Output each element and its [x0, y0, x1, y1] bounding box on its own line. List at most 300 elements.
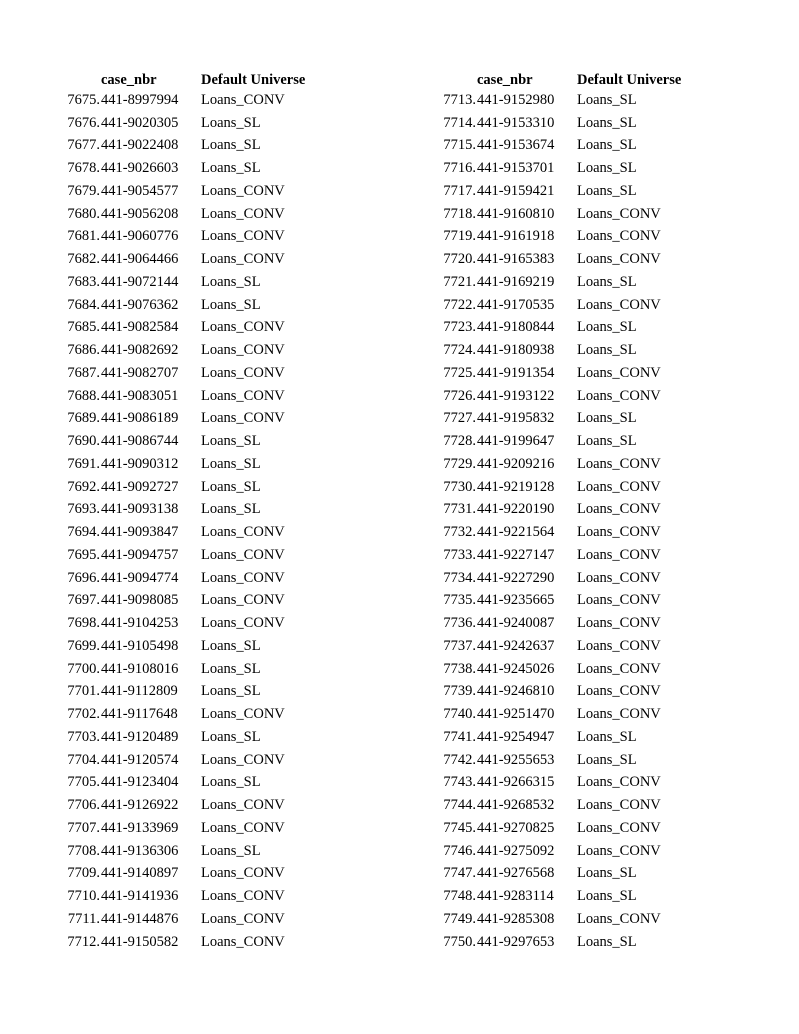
row-number: 7693. — [67, 501, 100, 518]
table-row — [428, 339, 717, 362]
case-nbr-cell: 441-9090312 — [101, 455, 179, 472]
table-row — [52, 317, 341, 340]
row-number: 7743. — [443, 774, 476, 791]
table-row — [428, 658, 717, 681]
universe-cell: Loans_SL — [577, 433, 637, 450]
case-nbr-cell: 441-9082692 — [101, 342, 179, 359]
row-number: 7729. — [443, 455, 476, 472]
case-nbr-cell: 441-9026603 — [101, 160, 179, 177]
header-row — [428, 69, 717, 89]
row-number: 7698. — [67, 615, 100, 632]
table-row — [428, 521, 717, 544]
table-row — [428, 931, 717, 954]
row-number: 7725. — [443, 364, 476, 381]
case-nbr-cell: 441-9160810 — [477, 205, 555, 222]
universe-cell: Loans_SL — [201, 137, 261, 154]
row-number: 7688. — [67, 387, 100, 404]
universe-cell: Loans_CONV — [201, 91, 285, 108]
row-number: 7701. — [67, 683, 100, 700]
table-row — [428, 362, 717, 385]
case-nbr-cell: 441-9227290 — [477, 569, 555, 586]
universe-cell: Loans_CONV — [577, 615, 661, 632]
table-row — [52, 635, 341, 658]
table-row — [52, 430, 341, 453]
table-row — [428, 544, 717, 567]
table-row — [52, 749, 341, 772]
table-row — [428, 135, 717, 158]
table-row — [428, 408, 717, 431]
table-row — [428, 863, 717, 886]
universe-cell: Loans_CONV — [577, 524, 661, 541]
universe-cell: Loans_CONV — [201, 615, 285, 632]
case-nbr-cell: 441-9268532 — [477, 797, 555, 814]
universe-cell: Loans_CONV — [201, 364, 285, 381]
case-nbr-cell: 441-9141936 — [101, 888, 179, 905]
row-number: 7745. — [443, 819, 476, 836]
table-row — [52, 339, 341, 362]
universe-cell: Loans_CONV — [577, 660, 661, 677]
universe-cell: Loans_CONV — [201, 797, 285, 814]
table-row — [428, 908, 717, 931]
case-nbr-cell: 441-9152980 — [477, 91, 555, 108]
table-row — [428, 180, 717, 203]
universe-cell: Loans_CONV — [577, 251, 661, 268]
table-row — [428, 794, 717, 817]
row-number: 7731. — [443, 501, 476, 518]
case-nbr-cell: 441-9235665 — [477, 592, 555, 609]
row-number: 7689. — [67, 410, 100, 427]
universe-cell: Loans_CONV — [577, 706, 661, 723]
case-nbr-cell: 441-9140897 — [101, 865, 179, 882]
universe-cell: Loans_SL — [201, 455, 261, 472]
row-number: 7696. — [67, 569, 100, 586]
table-row — [428, 226, 717, 249]
case-nbr-cell: 441-9105498 — [101, 637, 179, 654]
row-number: 7737. — [443, 637, 476, 654]
row-number: 7744. — [443, 797, 476, 814]
table-row — [52, 931, 341, 954]
table-row — [428, 817, 717, 840]
universe-cell: Loans_SL — [201, 637, 261, 654]
table-row — [52, 544, 341, 567]
case-nbr-cell: 441-9180938 — [477, 342, 555, 359]
left-table — [52, 69, 341, 954]
row-number: 7683. — [67, 273, 100, 290]
table-row — [428, 590, 717, 613]
header-number — [428, 69, 476, 89]
universe-cell: Loans_CONV — [577, 478, 661, 495]
row-number: 7700. — [67, 660, 100, 677]
case-nbr-cell: 441-9220190 — [477, 501, 555, 518]
case-nbr-cell: 441-9169219 — [477, 273, 555, 290]
case-nbr-cell: 441-9108016 — [101, 660, 179, 677]
universe-cell: Loans_SL — [577, 888, 637, 905]
table-row — [428, 430, 717, 453]
table-row — [52, 248, 341, 271]
universe-cell: Loans_CONV — [201, 592, 285, 609]
case-nbr-cell: 441-9093138 — [101, 501, 179, 518]
row-number: 7692. — [67, 478, 100, 495]
table-row — [428, 317, 717, 340]
table-row — [52, 567, 341, 590]
case-nbr-cell: 441-9153701 — [477, 160, 555, 177]
row-number: 7706. — [67, 797, 100, 814]
row-number: 7695. — [67, 546, 100, 563]
universe-cell: Loans_CONV — [577, 774, 661, 791]
table-row — [52, 476, 341, 499]
case-nbr-cell: 441-9221564 — [477, 524, 555, 541]
table-row — [428, 248, 717, 271]
case-nbr-cell: 441-9104253 — [101, 615, 179, 632]
row-number: 7733. — [443, 546, 476, 563]
universe-cell: Loans_CONV — [577, 842, 661, 859]
header-case-nbr: case_nbr — [477, 72, 533, 88]
row-number: 7750. — [443, 933, 476, 950]
universe-cell: Loans_SL — [201, 296, 261, 313]
case-nbr-cell: 441-9086189 — [101, 410, 179, 427]
case-nbr-cell: 441-9242637 — [477, 637, 555, 654]
case-nbr-cell: 441-9251470 — [477, 706, 555, 723]
table-row — [52, 271, 341, 294]
table-row — [52, 521, 341, 544]
universe-cell: Loans_CONV — [577, 819, 661, 836]
header-default-universe: Default Universe — [201, 72, 306, 88]
row-number: 7691. — [67, 455, 100, 472]
row-number: 7713. — [443, 91, 476, 108]
case-nbr-cell: 441-9092727 — [101, 478, 179, 495]
row-number: 7739. — [443, 683, 476, 700]
universe-cell: Loans_CONV — [577, 683, 661, 700]
case-nbr-cell: 441-9093847 — [101, 524, 179, 541]
case-nbr-cell: 441-9227147 — [477, 546, 555, 563]
row-number: 7714. — [443, 114, 476, 131]
row-number: 7718. — [443, 205, 476, 222]
universe-cell: Loans_SL — [577, 933, 637, 950]
row-number: 7723. — [443, 319, 476, 336]
row-number: 7709. — [67, 865, 100, 882]
table-row — [428, 772, 717, 795]
universe-cell: Loans_CONV — [201, 387, 285, 404]
case-nbr-cell: 441-9161918 — [477, 228, 555, 245]
row-number: 7680. — [67, 205, 100, 222]
universe-cell: Loans_CONV — [577, 546, 661, 563]
table-row — [428, 840, 717, 863]
universe-cell: Loans_SL — [201, 114, 261, 131]
case-nbr-cell: 441-9076362 — [101, 296, 179, 313]
table-row — [428, 203, 717, 226]
row-number: 7702. — [67, 706, 100, 723]
case-nbr-cell: 441-9123404 — [101, 774, 179, 791]
universe-cell: Loans_CONV — [201, 205, 285, 222]
table-row — [52, 135, 341, 158]
universe-cell: Loans_SL — [577, 319, 637, 336]
universe-cell: Loans_CONV — [201, 410, 285, 427]
universe-cell: Loans_CONV — [577, 228, 661, 245]
row-number: 7735. — [443, 592, 476, 609]
universe-cell: Loans_CONV — [577, 592, 661, 609]
row-number: 7734. — [443, 569, 476, 586]
table-row — [52, 703, 341, 726]
case-nbr-cell: 441-9170535 — [477, 296, 555, 313]
universe-cell: Loans_SL — [201, 683, 261, 700]
case-nbr-cell: 441-9153674 — [477, 137, 555, 154]
table-row — [428, 476, 717, 499]
universe-cell: Loans_CONV — [201, 933, 285, 950]
left-listing — [52, 69, 341, 954]
table-row — [52, 658, 341, 681]
universe-cell: Loans_CONV — [201, 546, 285, 563]
row-number: 7707. — [67, 819, 100, 836]
header-case-nbr: case_nbr — [101, 72, 157, 88]
row-number: 7721. — [443, 273, 476, 290]
row-number: 7703. — [67, 728, 100, 745]
universe-cell: Loans_CONV — [201, 569, 285, 586]
table-row — [428, 89, 717, 112]
row-number: 7736. — [443, 615, 476, 632]
table-row — [428, 567, 717, 590]
case-nbr-cell: 441-9112809 — [101, 683, 178, 700]
table-row — [52, 840, 341, 863]
row-number: 7748. — [443, 888, 476, 905]
table-row — [52, 203, 341, 226]
table-row — [52, 908, 341, 931]
row-number: 7686. — [67, 342, 100, 359]
case-nbr-cell: 441-9086744 — [101, 433, 179, 450]
universe-cell: Loans_CONV — [577, 569, 661, 586]
case-nbr-cell: 441-9270825 — [477, 819, 555, 836]
row-number: 7694. — [67, 524, 100, 541]
universe-cell: Loans_SL — [577, 91, 637, 108]
case-nbr-cell: 441-9082584 — [101, 319, 179, 336]
case-nbr-cell: 441-9117648 — [101, 706, 178, 723]
universe-cell: Loans_SL — [577, 410, 637, 427]
case-nbr-cell: 441-9246810 — [477, 683, 555, 700]
row-number: 7732. — [443, 524, 476, 541]
row-number: 7730. — [443, 478, 476, 495]
case-nbr-cell: 441-9191354 — [477, 364, 555, 381]
universe-cell: Loans_SL — [577, 137, 637, 154]
universe-cell: Loans_CONV — [577, 797, 661, 814]
header-default-universe: Default Universe — [577, 72, 682, 88]
universe-cell: Loans_SL — [201, 728, 261, 745]
row-number: 7722. — [443, 296, 476, 313]
case-nbr-cell: 441-9266315 — [477, 774, 555, 791]
case-nbr-cell: 441-9297653 — [477, 933, 555, 950]
case-nbr-cell: 441-9219128 — [477, 478, 555, 495]
row-number: 7684. — [67, 296, 100, 313]
row-number: 7741. — [443, 728, 476, 745]
case-nbr-cell: 441-9209216 — [477, 455, 555, 472]
case-nbr-cell: 441-9072144 — [101, 273, 179, 290]
universe-cell: Loans_SL — [577, 751, 637, 768]
universe-cell: Loans_SL — [201, 478, 261, 495]
table-row — [428, 703, 717, 726]
row-number: 7719. — [443, 228, 476, 245]
universe-cell: Loans_CONV — [577, 637, 661, 654]
case-nbr-cell: 441-9144876 — [101, 910, 179, 927]
universe-cell: Loans_CONV — [201, 228, 285, 245]
table-row — [428, 612, 717, 635]
universe-cell: Loans_SL — [577, 865, 637, 882]
table-row — [428, 726, 717, 749]
case-nbr-cell: 441-9193122 — [477, 387, 555, 404]
universe-cell: Loans_CONV — [577, 205, 661, 222]
case-nbr-cell: 441-9254947 — [477, 728, 555, 745]
row-number: 7746. — [443, 842, 476, 859]
right-listing — [428, 69, 717, 954]
row-number: 7724. — [443, 342, 476, 359]
universe-cell: Loans_SL — [201, 433, 261, 450]
row-number: 7682. — [67, 251, 100, 268]
universe-cell: Loans_CONV — [201, 888, 285, 905]
case-nbr-cell: 441-8997994 — [101, 91, 179, 108]
case-nbr-cell: 441-9240087 — [477, 615, 555, 632]
case-nbr-cell: 441-9285308 — [477, 910, 555, 927]
table-row — [52, 885, 341, 908]
universe-cell: Loans_SL — [577, 273, 637, 290]
table-row — [52, 408, 341, 431]
right-table-body — [428, 89, 717, 954]
table-row — [52, 681, 341, 704]
case-nbr-cell: 441-9255653 — [477, 751, 555, 768]
right-table — [428, 69, 717, 954]
case-nbr-cell: 441-9180844 — [477, 319, 555, 336]
case-nbr-cell: 441-9054577 — [101, 182, 179, 199]
table-row — [52, 89, 341, 112]
left-table-body — [52, 89, 341, 954]
case-nbr-cell: 441-9020305 — [101, 114, 179, 131]
universe-cell: Loans_SL — [201, 501, 261, 518]
universe-cell: Loans_CONV — [201, 319, 285, 336]
case-nbr-cell: 441-9120574 — [101, 751, 179, 768]
universe-cell: Loans_SL — [577, 728, 637, 745]
universe-cell: Loans_SL — [577, 160, 637, 177]
universe-cell: Loans_CONV — [201, 342, 285, 359]
table-row — [428, 294, 717, 317]
case-nbr-cell: 441-9153310 — [477, 114, 555, 131]
case-nbr-cell: 441-9165383 — [477, 251, 555, 268]
case-nbr-cell: 441-9245026 — [477, 660, 555, 677]
case-nbr-cell: 441-9159421 — [477, 182, 555, 199]
universe-cell: Loans_CONV — [201, 706, 285, 723]
table-row — [428, 271, 717, 294]
row-number: 7740. — [443, 706, 476, 723]
universe-cell: Loans_SL — [201, 660, 261, 677]
table-row — [428, 499, 717, 522]
universe-cell: Loans_CONV — [577, 364, 661, 381]
universe-cell: Loans_CONV — [201, 182, 285, 199]
row-number: 7705. — [67, 774, 100, 791]
row-number: 7711. — [67, 910, 100, 927]
universe-cell: Loans_CONV — [201, 865, 285, 882]
universe-cell: Loans_CONV — [201, 751, 285, 768]
row-number: 7697. — [67, 592, 100, 609]
universe-cell: Loans_CONV — [577, 455, 661, 472]
universe-cell: Loans_CONV — [577, 910, 661, 927]
row-number: 7677. — [67, 137, 100, 154]
row-number: 7715. — [443, 137, 476, 154]
table-row — [428, 385, 717, 408]
row-number: 7712. — [67, 933, 100, 950]
case-nbr-cell: 441-9083051 — [101, 387, 179, 404]
table-row — [52, 499, 341, 522]
table-row — [52, 226, 341, 249]
table-row — [52, 385, 341, 408]
row-number: 7685. — [67, 319, 100, 336]
universe-cell: Loans_CONV — [577, 387, 661, 404]
universe-cell: Loans_SL — [577, 182, 637, 199]
universe-cell: Loans_SL — [201, 273, 261, 290]
row-number: 7742. — [443, 751, 476, 768]
table-row — [52, 794, 341, 817]
table-row — [52, 817, 341, 840]
table-row — [52, 362, 341, 385]
row-number: 7749. — [443, 910, 476, 927]
table-row — [428, 885, 717, 908]
case-nbr-cell: 441-9094774 — [101, 569, 179, 586]
row-number: 7717. — [443, 182, 476, 199]
row-number: 7675. — [67, 91, 100, 108]
row-number: 7726. — [443, 387, 476, 404]
row-number: 7708. — [67, 842, 100, 859]
table-row — [52, 726, 341, 749]
row-number: 7710. — [67, 888, 100, 905]
universe-cell: Loans_SL — [577, 114, 637, 131]
universe-cell: Loans_CONV — [201, 910, 285, 927]
table-row — [428, 749, 717, 772]
row-number: 7738. — [443, 660, 476, 677]
case-nbr-cell: 441-9199647 — [477, 433, 555, 450]
case-nbr-cell: 441-9064466 — [101, 251, 179, 268]
case-nbr-cell: 441-9133969 — [101, 819, 179, 836]
table-row — [52, 590, 341, 613]
row-number: 7747. — [443, 865, 476, 882]
table-row — [428, 157, 717, 180]
case-nbr-cell: 441-9120489 — [101, 728, 179, 745]
row-number: 7728. — [443, 433, 476, 450]
header-row — [52, 69, 341, 89]
row-number: 7679. — [67, 182, 100, 199]
universe-cell: Loans_SL — [577, 342, 637, 359]
case-nbr-cell: 441-9275092 — [477, 842, 555, 859]
case-nbr-cell: 441-9126922 — [101, 797, 179, 814]
row-number: 7687. — [67, 364, 100, 381]
case-nbr-cell: 441-9082707 — [101, 364, 179, 381]
universe-cell: Loans_CONV — [201, 819, 285, 836]
case-nbr-cell: 441-9150582 — [101, 933, 179, 950]
table-row — [52, 863, 341, 886]
table-row — [52, 157, 341, 180]
case-nbr-cell: 441-9136306 — [101, 842, 179, 859]
row-number: 7690. — [67, 433, 100, 450]
table-row — [52, 772, 341, 795]
case-nbr-cell: 441-9195832 — [477, 410, 555, 427]
case-nbr-cell: 441-9276568 — [477, 865, 555, 882]
row-number: 7681. — [67, 228, 100, 245]
table-row — [428, 112, 717, 135]
universe-cell: Loans_SL — [201, 160, 261, 177]
row-number: 7727. — [443, 410, 476, 427]
row-number: 7678. — [67, 160, 100, 177]
row-number: 7704. — [67, 751, 100, 768]
universe-cell: Loans_CONV — [577, 501, 661, 518]
row-number: 7716. — [443, 160, 476, 177]
table-row — [428, 635, 717, 658]
universe-cell: Loans_SL — [201, 774, 261, 791]
case-nbr-cell: 441-9056208 — [101, 205, 179, 222]
table-row — [52, 453, 341, 476]
universe-cell: Loans_SL — [201, 842, 261, 859]
